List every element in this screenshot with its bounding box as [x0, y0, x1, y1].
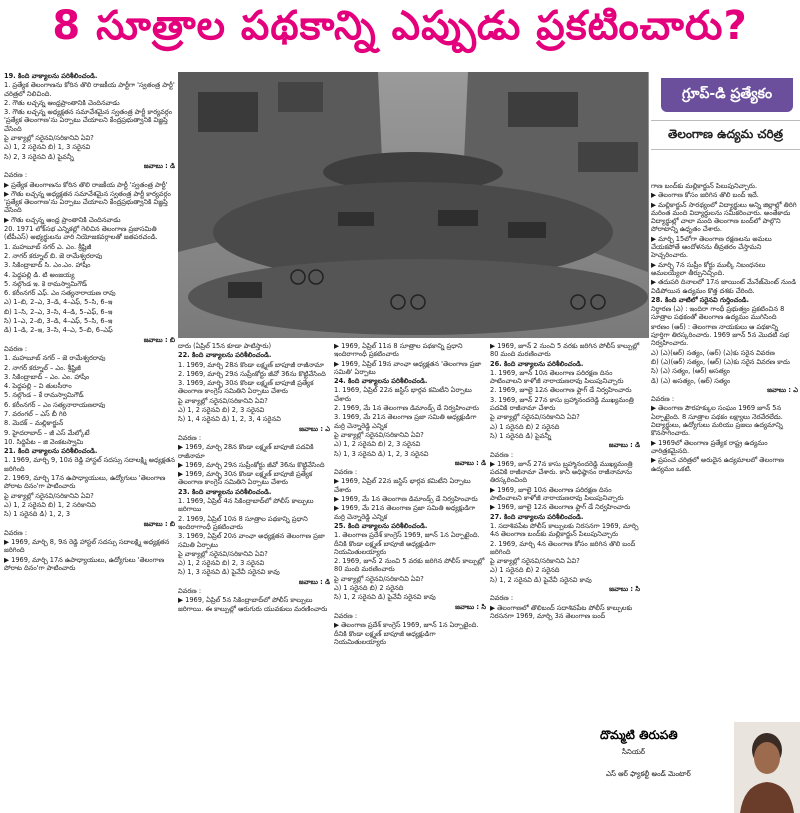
article-paragraph: ▶ తదుపరి దినాలలో 17న జాయింట్ మేనేజ్‌మెంట్ నుండి విడిపోయిన ఉద్యమం కొత్త దశకు చేరింది.	[651, 278, 797, 295]
article-paragraph: 2. నాగర్ కర్నూల్ – ఎం. శ్రీష్టిజీ	[4, 363, 81, 372]
article-paragraph: ఎ) 1, 2 సరైనవి బి) 1, 2 సరికానివి	[4, 500, 96, 509]
article-paragraph: 22. కింది వాక్యాలను పరిశీలించండి.	[178, 351, 272, 360]
article-paragraph: వివరణ :	[4, 528, 28, 537]
article-paragraph: బి) (ఎ)(ఆర్) సత్యం, (ఆర్) (ఎ)కు సరైన వివరణ కాదు	[651, 357, 790, 366]
article-paragraph: ఎ) 1, 2 సరైనవి బి) 2, 3 సరైనవి	[178, 559, 265, 568]
article-paragraph: ఎ) 1, 2 సరైనవి బి) 2, 3 సరైనవి	[334, 440, 421, 449]
article-paragraph: పై వాక్యాల్లో సరైనవి/సరికానివి ఏవి?	[334, 574, 424, 583]
article-paragraph: ▶ 1969, మార్చి 17న ఉపాధ్యాయులు, ఉద్యోగులు 'తెలంగాణ పోరాట దినం'గా పాటించారు	[4, 555, 165, 573]
article-paragraph: జవాబు : సి	[455, 602, 486, 611]
article-paragraph: ▶ గౌతు లచ్చన్న ఆంధ్ర ప్రాంతానికి చెందినవాడు	[4, 215, 121, 224]
article-paragraph: పై వాక్యాల్లో సరైనవి/సరికానివి ఏవి?	[490, 413, 580, 422]
article-paragraph: జవాబు : డి	[608, 441, 640, 450]
article-paragraph: బి) 1–సి, 2–ఎ, 3–సి, 4–డి, 5–ఎఫ్, 6–ఇ	[4, 307, 113, 316]
article-paragraph: వివరణ :	[334, 468, 358, 477]
article-paragraph: ▶ మార్చి 15లోగా తెలంగాణ రక్షణలను అమలు చేయకపోతే ఆందోళనను తీవ్రతరం చేస్తామని హెచ్చరించారు.	[651, 234, 772, 260]
article-paragraph: జవాబు : డి	[143, 161, 175, 170]
article-paragraph: 19. కింది వాక్యాలను పరిశీలించండి.	[4, 72, 98, 80]
article-paragraph: ▶ 1969, మార్చి 30న కొండా లక్ష్మణ్ బాపూజీ ప్రత్యేక తెలంగాణ కాంగ్రెస్ సమితిని ఏర్పాటు చేశారు	[178, 470, 313, 487]
article-paragraph: 2. గౌతు లచ్చన్న ఆంధ్రప్రాంతానికి చెందినవాడు	[4, 98, 120, 107]
article-paragraph: సి) (ఎ) సత్యం, (ఆర్) అసత్యం	[651, 367, 730, 376]
article-paragraph: ▶ 1969, మే 1న తెలంగాణ డిమాండ్స్ డే నిర్వహించారు	[334, 495, 478, 504]
author-box	[600, 722, 800, 813]
article-paragraph: ▶ 1969, జూన్ 27న కాసు బ్రహ్మానందరెడ్డి ముఖ్యమంత్రి పదవికి రాజీనామా చేశారు. కానీ అధిష్ఠానం రాజీనామాను తిరస్కరించింది	[490, 459, 633, 485]
article-paragraph: 1. 1969, జూన్ 10న తెలంగాణ పరిరక్షణ దినం పాటించాలని కాళోజీ నారాయణరావు పిలుపునిచ్చారు	[490, 368, 624, 386]
article-paragraph: 3. 1969, ఏప్రిల్ 20న వాంఛా అధ్యక్షతన తెలంగాణ ప్రజా సమితి ఏర్పాటు	[178, 532, 325, 549]
article-paragraph: 26. కింది వాక్యాలను పరిశీలించండి.	[490, 359, 584, 368]
article-paragraph: 2. 1969, మార్చి 17న ఉపాధ్యాయులు, ఉద్యోగులు 'తెలంగాణ పోరాట దినం'గా పాటించారు	[4, 474, 166, 491]
article-paragraph: ▶ తెలంగాణ ప్రదేశ్ కాంగ్రెస్ 1969, జూన్ 1న ఏర్పాటైంది. దీనికి కొండా లక్ష్మణ్ బాపూజీ అధ్యక్షుడిగా నియమితులయ్యారు	[334, 621, 479, 646]
article-paragraph: 2. 1969, మార్చి 29న సుప్రీంకోర్టు జీవో 36ను కొట్టివేసింది	[178, 369, 326, 378]
article-paragraph: వివరణ :	[490, 594, 514, 603]
article-paragraph: ▶ గౌతు లచ్చన్న అధ్యక్షతన సమావేశమైన స్వతంత్ర పార్టీ కార్యవర్గం 'ప్రత్యేక తెలంగాణ'ను ఏర్పాటు చేయాలని కేంద్రప్రభుత్వానికి విజ్ఞప్తి చేసింది	[4, 189, 171, 215]
article-paragraph: పై వాక్యాల్లో సరైనవి/సరికానివి ఏవి?	[490, 557, 580, 566]
article-column-1	[4, 72, 175, 813]
article-paragraph: ▶ 1969, మార్చి 29న సుప్రీంకోర్టు జీవో 36ను కొట్టివేసింది	[178, 460, 325, 469]
article-paragraph: ▶ మల్లికార్జున్ సారథ్యంలో విద్యార్థులు అన్ని జిల్లాల్లో తిరిగి మరింత మంది విద్యార్థులను సమీకరించారు. అంతేకాదు విద్యార్థుల్లో చాలా మంది తెలంగాణ బంద్‌లో పాల్గొని పోరాటాన్ని ఉధృతం చేశారు.	[651, 200, 797, 234]
article-paragraph: 5. నల్గొండ – కే రామస్వామిగౌడ్	[4, 391, 84, 400]
article-column-3	[334, 342, 486, 813]
article-paragraph: ▶ ప్రత్యేక తెలంగాణను కోరిన తొలి రాజకీయ పార్టీ 'స్వతంత్ర పార్టీ'	[4, 180, 168, 189]
article-paragraph: ▶ 1969, మార్చి 28న కొండా లక్ష్మణ్ బాపూజీ పదవికి రాజీనామా	[178, 443, 314, 460]
article-paragraph: 5. నల్గొండ ఇ. కె రామస్వామిగౌడ్	[4, 279, 87, 288]
article-paragraph: 28. కింది వాటిలో సరైనవి గుర్తించండి.	[651, 295, 750, 304]
article-paragraph: ఎ) 1, 2 సరైనవి బి) 1, 3 సరైనవి	[4, 143, 91, 152]
article-paragraph: జవాబు : బి	[143, 519, 175, 528]
article-paragraph: ఎ) (ఎ)(ఆర్) సత్యం, (ఆర్) (ఎ)కు సరైన వివరణ	[651, 348, 775, 357]
article-paragraph: 1. తెలంగాణ ప్రదేశ్ కాంగ్రెస్ 1969, జూన్ 1న ఏర్పాటైంది. దీనికి కొండా లక్ష్మణ్ బాపూజీ అధ్యక్షుడిగా నియమితులయ్యారు	[334, 531, 480, 556]
article-paragraph: 1. 1969, ఏప్రిల్ 22న జస్టిస్ భార్గవ కమిటీని ఏర్పాటు చేశారు	[334, 386, 472, 403]
article-paragraph: జవాబు : ఎ	[767, 385, 798, 394]
article-paragraph: ▶ 1969లో తెలంగాణ ప్రత్యేక రాష్ట్ర ఉద్యమం చారిత్రకమైనది.	[651, 438, 768, 455]
article-paragraph: 1. 1969, మార్చి 28న కొండా లక్ష్మణ్ బాపూజీ రాజీనామా	[178, 360, 325, 369]
article-paragraph: ▶ 1969, ఏప్రిల్ 11న 8 సూత్రాల పథకాన్ని ప్రధాని ఇందిరాగాంధీ ప్రకటించారు	[334, 342, 463, 359]
article-paragraph: 10. సిద్దిపేట – జి వెంకటస్వామి	[4, 437, 84, 446]
article-paragraph: ▶ తెలంగాణ కోసం జరిగిన తొలి బంద్ ఇదే.	[651, 191, 759, 200]
article-paragraph: 24. కింది వాక్యాలను పరిశీలించండి.	[334, 377, 428, 386]
article-paragraph: 20. 1971 లోక్‌సభ ఎన్నికల్లో గెలిచిన తెలంగాణ ప్రజాసమితి (టీపీఎస్) అభ్యర్థులను వారి నియోజకవర్గాలతో జతపరచండి.	[4, 225, 158, 242]
article-paragraph: వివరణ :	[651, 395, 675, 404]
article-paragraph: 3. 1969, మార్చి 30న కొండా లక్ష్మణ్ బాపూజీ ప్రత్యేక తెలంగాణ కాంగ్రెస్ సమితిని ఏర్పాటు చేశారు	[178, 379, 314, 396]
article-paragraph: 2. 1969, మార్చి 4న తెలంగాణ కోసం జరిగిన తొలి బంద్ జరిగింది	[490, 539, 636, 556]
article-paragraph: ▶ 1969, జూలై 12న తెలంగాణ ఫ్లాగ్ డే నిర్వహించారు	[490, 503, 631, 512]
historical-protest-photo	[178, 72, 649, 338]
article-paragraph: 2. 1969, ఏప్రిల్ 10న 8 సూత్రాల పథకాన్ని ప్రధాని ఇందిరాగాంధీ ప్రకటించారు	[178, 514, 308, 531]
article-paragraph: ▶ 1969, మే 21న తెలంగాణ ప్రజా సమితి అధ్యక్షుడిగా మర్రి చెన్నారెడ్డి ఎన్నిక	[334, 504, 476, 521]
article-paragraph: 4. పెద్దపల్లి డి. టి అంజయ్య	[4, 270, 75, 279]
article-paragraph: సి) 1, 2 సరైనవి డి) పైవేవీ సరైనవి కావు	[334, 593, 436, 602]
article-paragraph: 6. కరీంనగర్ – ఎం సత్యనారాయణరావు	[4, 400, 106, 409]
series-banner	[651, 72, 800, 178]
article-paragraph: పై వాక్యాల్లో సరైనవి/సరికానివి ఏవి?	[4, 491, 94, 500]
article-paragraph: డి) 1–డి, 2–ఇ, 3–సి, 4–ఎ, 5–బి, 6–ఎఫ్	[4, 326, 113, 335]
article-paragraph: జవాబు : బి	[143, 335, 175, 344]
article-paragraph: వివరణ :	[178, 433, 202, 442]
article-paragraph: 21. కింది వాక్యాలను పరిశీలించండి.	[4, 447, 98, 456]
article-paragraph: సి) 1–ఎ, 2–బి, 3–డి, 4–ఎఫ్, 5–సి, 6–ఇ	[4, 317, 113, 326]
article-paragraph: 2. 1969, మే 1న తెలంగాణ డిమాండ్స్ డే నిర్వహించారు	[334, 404, 479, 413]
article-paragraph: 7. వరంగల్ – ఎస్ బీ గిరి	[4, 409, 67, 418]
article-paragraph: 3. గౌతు లచ్చన్న అధ్యక్షతన సమావేశమైన స్వతంత్ర పార్టీ కార్యవర్గం 'ప్రత్యేక తెలంగాణ'ను ఏర్పాటు చేయాలని కేంద్రప్రభుత్వానికి విజ్ఞప్తి చేసింది	[4, 108, 173, 133]
article-paragraph: గాణ బంద్‌కు మల్లికార్జున్ పిలుపునిచ్చారు.	[651, 182, 758, 190]
article-paragraph: 2. 1969, జూలై 12న తెలంగాణ ఫ్లాగ్ డే నిర్వహించారు	[490, 386, 632, 395]
article-paragraph: 3. 1969, మే 21న తెలంగాణ ప్రజా సమితి అధ్యక్షుడిగా మర్రి చెన్నారెడ్డి ఎన్నిక	[334, 413, 477, 430]
article-paragraph: ఎ) 1 సరైనది బి) 2 సరైనది	[334, 584, 404, 593]
article-column-5	[651, 182, 798, 718]
article-paragraph: సి) 1, 4 సరైనవి డి) 1, 2, 3, 4 సరైనవి	[178, 415, 281, 424]
article-paragraph: వివరణ :	[178, 587, 202, 596]
article-paragraph: ఎ) 1 సరైనది బి) 2 సరైనది	[490, 566, 560, 575]
article-paragraph: ఎ) 1, 2 సరైనవి బి) 2, 3 సరైనవి	[178, 406, 265, 415]
article-paragraph: వివరణ :	[4, 344, 28, 353]
article-paragraph: ▶ తెలంగాణ పౌరహక్కుల సంఘం 1969 జూన్ 5న ఏర్పాటైంది. 8 సూత్రాల పథకం లక్ష్యాలు నెరవేరలేదు. విద్యార్థులు, ఉద్యోగులు మరియు ప్రజలు ఉద్యమాన్ని కొనసాగించారు.	[651, 404, 783, 438]
article-paragraph: 1. 1969, ఏప్రిల్ 4న సికింద్రాబాద్‌లో పోలీస్ కాల్పులు జరిగాయి	[178, 497, 314, 514]
article-paragraph: ▶ 1969, జూన్ 2 నుంచి 5 వరకు జరిగిన పోలీస్ కాల్పుల్లో 80 మంది మరణించారు	[490, 342, 640, 359]
article-paragraph: 2. నాగర్ కర్నూల్ బి. జె రామేశ్వరరావు	[4, 251, 103, 260]
article-paragraph: సి) 1 సరైనది డి) పైవన్నీ	[490, 431, 552, 440]
article-paragraph: సి) 1, 3 సరైనవి డి) 1, 2, 3 సరైనవి	[334, 449, 429, 458]
article-paragraph: 1. సదాశివపేట పోలీస్ కాల్పులకు నిరసనగా 1969, మార్చి 4న తెలంగాణ బంద్‌కు మల్లికార్జున్ పిలుపునిచ్చారు	[490, 521, 639, 539]
article-paragraph: జవాబు : సి	[609, 585, 640, 594]
article-paragraph: పై వాక్యాల్లో సరైనవి/సరికానివి ఏవి?	[178, 549, 268, 558]
article-paragraph: 3. సికింద్రాబాద్ – ఎం. ఎం. హాషీం	[4, 372, 90, 381]
article-paragraph: పై వాక్యాల్లో సరైనవి/సరికానివి ఏవి?	[178, 396, 268, 405]
author-title: ఎస్‌ ఆర్‌ ఫ్యాకల్టీ అండ్‌ మెంటార్‌	[606, 770, 691, 778]
article-paragraph: దారు (ఏప్రిల్ 15న కూడా పాటిస్తారు)	[178, 342, 272, 350]
article-paragraph: పై వాక్యాల్లో సరైనవి/సరికానివి ఏవి?	[334, 430, 424, 439]
article-paragraph: వివరణ :	[334, 611, 358, 620]
article-paragraph: 1. 1969, మార్చి 9, 10న రెడ్డి హాస్టల్ సదస్సు సదాలక్ష్మి అధ్యక్షతన జరిగింది	[4, 456, 175, 473]
article-paragraph: ఎ) 1 సరైనది బి) 2 సరైనది	[490, 422, 560, 431]
article-paragraph: ▶ 1969, జూలై 10న తెలంగాణ పరిరక్షణ దినం పాటించాలని కాళోజీ నారాయణరావు పిలుపునిచ్చారు	[490, 485, 624, 503]
article-paragraph: 4. పెద్దపల్లి – వి తులసీరాం	[4, 382, 72, 391]
article-paragraph: డి) (ఎ) అసత్యం, (ఆర్) సత్యం	[651, 376, 731, 385]
article-paragraph: ▶ తెలంగాణలో తొలిబంద్ సదాశివపేట పోలీస్ కాల్పులకు నిరసనగా 1969, మార్చి 3న తెలంగాణ బంద్	[490, 603, 633, 620]
article-paragraph: వివరణ :	[4, 171, 28, 180]
article-paragraph: 1. మహబూబ్ నగర్ – జె రామేశ్వరరావు	[4, 354, 106, 363]
article-paragraph: కారణం (ఆర్) : తెలంగాణ నాయకులు ఆ పథకాన్ని పూర్తిగా తిరస్కరించారు. 1969 జూన్ 5న మొదటి సభ నిర్వహించారు.	[651, 322, 790, 348]
article-paragraph: 8. మెదక్ – మల్లికార్జున్	[4, 419, 64, 428]
article-paragraph: సి) 1, 2 సరైనవి డి) పైవేవీ సరైనవి కావు	[490, 575, 592, 584]
article-paragraph: జవాబు : ఎ	[299, 424, 330, 433]
author-name: దొమ్మటి తిరుపతి	[600, 728, 678, 742]
article-paragraph: ▶ 1969, ఏప్రిల్ 22న జస్టిస్ భార్గవ కమిటీని ఏర్పాటు చేశారు	[334, 477, 471, 494]
article-paragraph: నిర్ధారణ (ఎ) : ఇందిరా గాంధీ ప్రభుత్వం ప్రకటించిన 8 సూత్రాల పథకంతో తెలంగాణ ఉద్యమం ముగిసింది	[651, 305, 785, 322]
headline: 8 సూత్రాల పథకాన్ని ఎప్పుడు ప్రకటించారు?	[52, 3, 748, 49]
article-paragraph: 2. 1969, జూన్ 2 నుంచి 5 వరకు జరిగిన పోలీస్ కాల్పుల్లో 80 మంది మరణించారు	[334, 557, 485, 574]
article-paragraph: ▶ 1969, ఏప్రిల్ 5న సికింద్రాబాద్‌లో పోలీస్ కాల్పులు జరిగాయి. ఈ కాల్పుల్లో ఆరుగురు యువకులు మరణించారు	[178, 596, 328, 613]
article-paragraph: సి) 2, 3 సరైనవి డి) పైవన్నీ	[4, 152, 74, 161]
article-paragraph: ▶ ప్రపంచ చరిత్రలో అరుదైన ఉద్యమాలలో తెలంగాణ ఉద్యమం ఒకటి.	[651, 456, 784, 473]
article-column-2	[178, 342, 330, 813]
article-paragraph: వివరణ :	[490, 450, 514, 459]
article-paragraph: జవాబు : డి	[454, 458, 486, 467]
article-paragraph: సి) 1, 3 సరైనవి డి) పైవేవీ సరైనవి కావు	[178, 568, 280, 577]
article-paragraph: 25. కింది వాక్యాలను పరిశీలించండి.	[334, 521, 428, 530]
article-paragraph: ఎ) 1–బి, 2–ఎ, 3–డి, 4–ఎఫ్, 5–సి, 6–ఇ	[4, 298, 113, 307]
article-paragraph: ▶ 1969, మార్చి 8, 9న రెడ్డి హాస్టల్ సదస్సు సదాలక్ష్మి అధ్యక్షతన జరిగింది	[4, 538, 170, 555]
banner-title: గ్రూప్-డి ప్రత్యేకం	[661, 78, 793, 112]
article-paragraph: జవాబు : డి	[298, 577, 330, 586]
article-paragraph: 6. కరీంనగర్ ఎఫ్. ఎం సత్యనారాయణ రావు	[4, 289, 116, 298]
banner-subtitle: తెలంగాణ ఉద్యమ చరిత్ర	[651, 120, 800, 150]
article-paragraph: ▶ 1969, ఏప్రిల్ 19న వాంఛా అధ్యక్షతన 'తెలంగాణ ప్రజా సమితి' ఏర్పాటు	[334, 359, 482, 376]
article-paragraph: 1. మహబూబ్ నగర్ ఎ. ఎం. శ్రీ‌ష్టిజీ	[4, 242, 92, 251]
article-paragraph: సి) 1 సరైనది డి) 1, 2, 3	[4, 510, 71, 519]
article-paragraph: ▶ మార్చి 7న సుప్రీం కోర్టు ముల్కీ నిబంధనలు అమలయ్యేలా తీర్పునిచ్చింది.	[651, 260, 766, 277]
article-paragraph: 1. ప్రత్యేక తెలంగాణను కోరిన తొలి రాజకీయ పార్టీగా 'స్వతంత్ర పార్టీ' చరిత్రలో నిలిచింది.	[4, 81, 175, 98]
author-photo	[734, 722, 800, 813]
article-paragraph: 9. హైదరాబాద్ – జీ ఎస్ మేల్కోటే	[4, 428, 90, 437]
article-paragraph: 27. కింది వాక్యాలను పరిశీలించండి.	[490, 512, 584, 521]
article-paragraph: 3. సికింద్రాబాద్ సి. ఎం.ఎం. హాషీం	[4, 261, 91, 270]
article-paragraph: పై వాక్యాల్లో సరైనవి/సరికానివి ఏవి?	[4, 134, 94, 143]
author-role: సీనియర్	[622, 748, 645, 756]
article-paragraph: 23. కింది వాక్యాలను పరిశీలించండి.	[178, 487, 272, 496]
article-paragraph: 3. 1969, జూన్ 27న కాసు బ్రహ్మానందరెడ్డి ముఖ్యమంత్రి పదవికి రాజీనామా చేశారు	[490, 395, 634, 413]
